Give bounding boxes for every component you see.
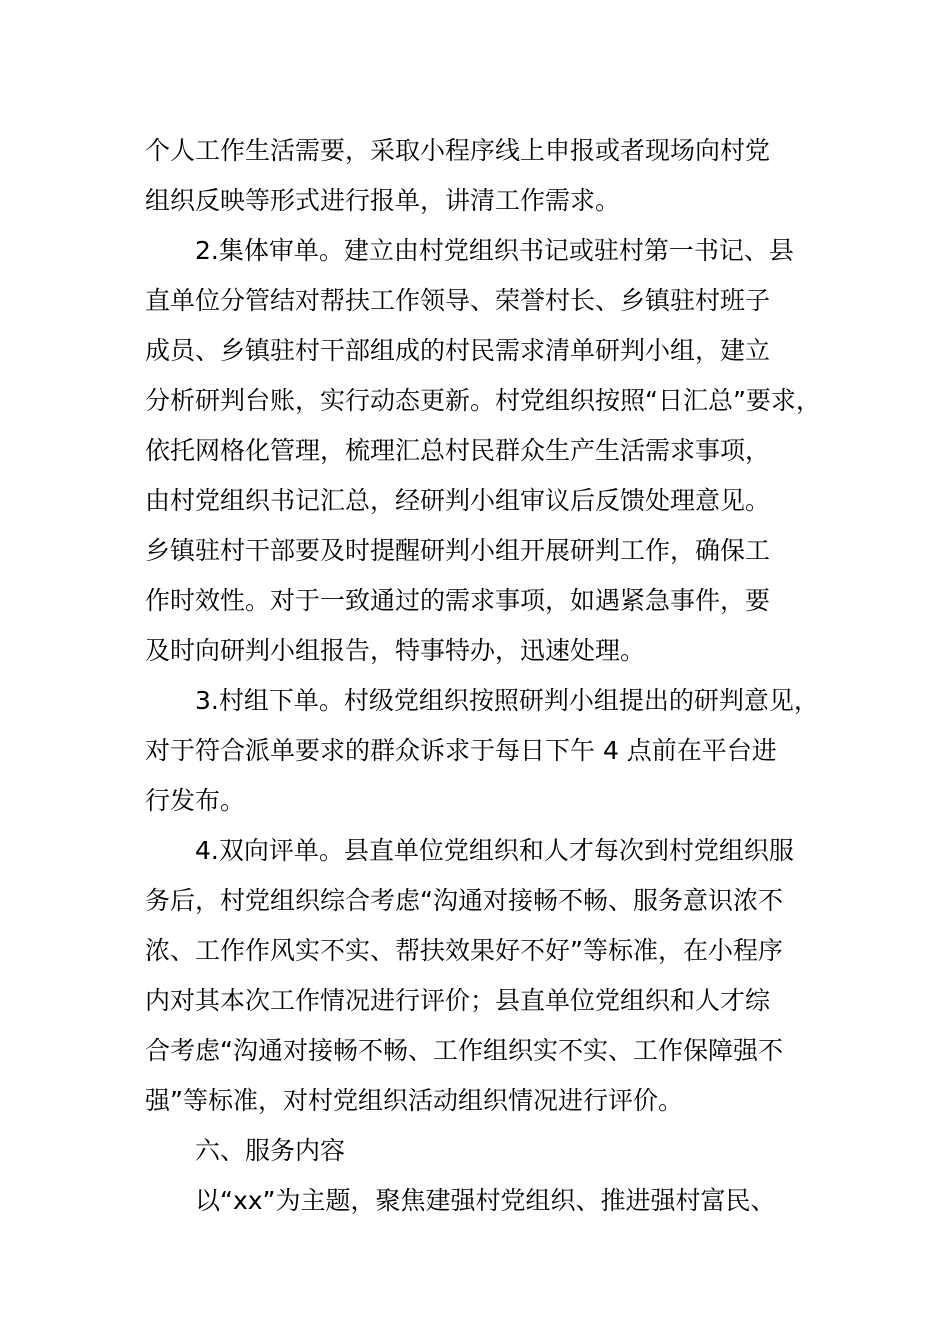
text-line: 乡镇驻村干部要及时提醒研判小组开展研判工作，确保工 bbox=[145, 536, 771, 565]
text-line: 成员、乡镇驻村干部组成的村民需求清单研判小组，建立 bbox=[145, 336, 771, 365]
text-line: 3.村组下单。村级党组织按照研判小组提出的研判意见， bbox=[195, 686, 819, 715]
document-body bbox=[145, 126, 835, 1226]
text-line: 由村党组织书记汇总，经研判小组审议后反馈处理意见。 bbox=[145, 486, 771, 515]
text-line: 及时向研判小组报告，特事特办，迅速处理。 bbox=[145, 636, 646, 665]
text-line: 2.集体审单。建立由村党组织书记或驻村第一书记、县 bbox=[195, 236, 794, 265]
text-line: 组织反映等形式进行报单，讲清工作需求。 bbox=[145, 186, 621, 215]
text-line: 分析研判台账，实行动态更新。村党组织按照“日汇总”要求， bbox=[145, 386, 821, 415]
text-line: 强”等标准，对村党组织活动组织情况进行评价。 bbox=[145, 1086, 683, 1115]
text-line: 4.双向评单。县直单位党组织和人才每次到村党组织服 bbox=[195, 836, 794, 865]
text-line: 个人工作生活需要，采取小程序线上申报或者现场向村党 bbox=[145, 136, 771, 165]
text-line: 内对其本次工作情况进行评价；县直单位党组织和人才综 bbox=[145, 986, 771, 1015]
text-line: 直单位分管结对帮扶工作领导、荣誉村长、乡镇驻村班子 bbox=[145, 286, 771, 315]
text-line: 行发布。 bbox=[145, 786, 246, 815]
text-line: 浓、工作作风实不实、帮扶效果好不好”等标准，在小程序 bbox=[145, 936, 783, 965]
text-line: 依托网格化管理，梳理汇总村民群众生产生活需求事项， bbox=[145, 436, 771, 465]
text-line: 合考虑“沟通对接畅不畅、工作组织实不实、工作保障强不 bbox=[145, 1036, 783, 1065]
section-heading: 六、服务内容 bbox=[195, 1136, 346, 1165]
text-line: 以“xx”为主题，聚焦建强村党组织、推进强村富民、 bbox=[195, 1186, 776, 1215]
text-line: 对于符合派单要求的群众诉求于每日下午 4 点前在平台进 bbox=[145, 736, 777, 765]
text-line: 务后，村党组织综合考虑“沟通对接畅不畅、服务意识浓不 bbox=[145, 886, 783, 915]
text-line: 作时效性。对于一致通过的需求事项，如遇紧急事件，要 bbox=[145, 586, 771, 615]
